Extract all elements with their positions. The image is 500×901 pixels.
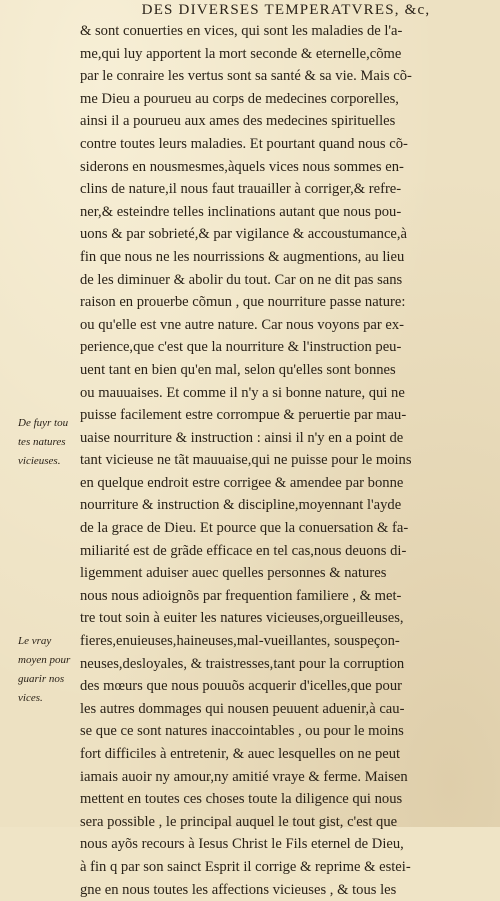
text-line: de les diminuer & abolir du tout. Car on ne dit pas sans — [80, 271, 403, 288]
side-note-line: moyen pour — [18, 654, 71, 666]
side-note-line: vicieuses. — [18, 455, 61, 467]
running-head: DES DIVERSES TEMPERATVRES, &c, — [141, 2, 431, 18]
text-line: fin que nous ne les nourrissions & augmentions, au lieu — [80, 248, 405, 265]
text-line: par le conraire les vertus sont sa santé & sa vie. Mais cõ- — [80, 68, 412, 85]
text-line: raison en prouerbe cõmun , que nourriture passe nature: — [80, 294, 406, 311]
text-line: nous nous adioignõs par frequention familiere , & met- — [80, 587, 402, 604]
text-line: à fin q par son sainct Esprit il corrige & reprime & estei- — [80, 858, 411, 875]
text-line: clins de nature,il nous faut trauailler à corriger,& refre- — [80, 181, 402, 198]
text-line: siderons en nousmesmes,àquels vices nous sommes en- — [80, 158, 404, 175]
text-line: perience,que c'est que la nourriture & l'instruction peu- — [80, 339, 402, 356]
text-line: contre toutes leurs maladies. Et pourtant quand nous cõ- — [80, 135, 408, 152]
side-note-line: De fuyr tou — [18, 417, 69, 429]
text-line: tant vicieuse ne tãt mauuaise,qui ne puisse pour le moins — [80, 452, 412, 469]
text-line: nous ayõs recours à Iesus Christ le Fils eternel de Dieu, — [80, 836, 404, 853]
text-line: fort difficiles à entretenir, & auec lesquelles on ne peut — [80, 746, 401, 762]
side-note-line: vices. — [18, 692, 43, 704]
side-note-vray-moyen — [18, 632, 88, 708]
side-note-fuyr — [18, 414, 88, 471]
text-line: les autres dommages qui nousen peuuent aduenir,à cau- — [80, 700, 405, 717]
text-line: mettent en toutes ces choses toute la diligence qui nous — [80, 791, 403, 808]
side-note-line: Le vray — [18, 635, 52, 647]
text-line: ainsi il a pourueu aux ames des medecines spirituelles — [80, 113, 396, 130]
text-line: uons & par sobrieté,& par vigilance & accoustumance,à — [80, 226, 408, 243]
text-line: iamais auoir ny amour,ny amitié vraye & ferme. Maisen — [80, 768, 408, 785]
text-line: neuses,desloyales, & traistresses,tant pour la corruption — [80, 655, 405, 672]
text-line: ou qu'elle est vne autre nature. Car nous voyons par ex- — [80, 316, 404, 333]
text-line: me,qui luy apportent la mort seconde & eternelle,cõme — [80, 45, 402, 62]
text-line: ligemment aduiser auec quelles personnes & natures — [80, 565, 387, 582]
text-line: me Dieu a pourueu au corps de medecines corporelles, — [80, 90, 399, 107]
text-line: miliarité est de grãde efficace en tel cas,nous deuons di- — [80, 542, 407, 559]
text-line: & sont conuerties en vices, qui sont les maladies de l'a- — [80, 23, 403, 39]
text-line: tre tout soin à euiter les natures vicieuses,orgueilleuses, — [80, 610, 404, 627]
text-line: ner,& esteindre telles inclinations autant que nous pou- — [80, 203, 402, 220]
text-line: uaise nourriture & instruction : ainsi il n'y en a point de — [80, 429, 404, 446]
text-line: se que ce sont natures inaccointables , ou pour le moins — [80, 723, 404, 740]
text-line: gne en nous toutes les affections vicieuses , & tous les — [80, 881, 397, 898]
text-line: ou mauuaises. Et comme il n'y a si bonne nature, qui ne — [80, 384, 405, 401]
body-text — [80, 20, 480, 901]
text-line: sera possible , le principal auquel le tout gist, c'est que — [80, 813, 398, 830]
text-line: de la grace de Dieu. Et pource que la conuersation & fa- — [80, 520, 409, 537]
text-line: puisse facilement estre corrompue & peruertie par mau- — [80, 407, 407, 424]
text-line: en quelque endroit estre corrigee & amendee par bonne — [80, 474, 404, 491]
text-line: des mœurs que nous pouuõs acquerir d'icelles,que pour — [80, 678, 402, 695]
text-line: nourriture & instruction & discipline,moyennant l'ayde — [80, 497, 402, 514]
side-note-line: guarir nos — [18, 673, 65, 685]
side-note-line: tes natures — [18, 436, 66, 448]
text-line: fieres,enuieuses,haineuses,mal-vueillantes, souspeçon- — [80, 633, 400, 650]
text-line: uent tant en bien qu'en mal, selon qu'elles sont bonnes — [80, 361, 396, 378]
